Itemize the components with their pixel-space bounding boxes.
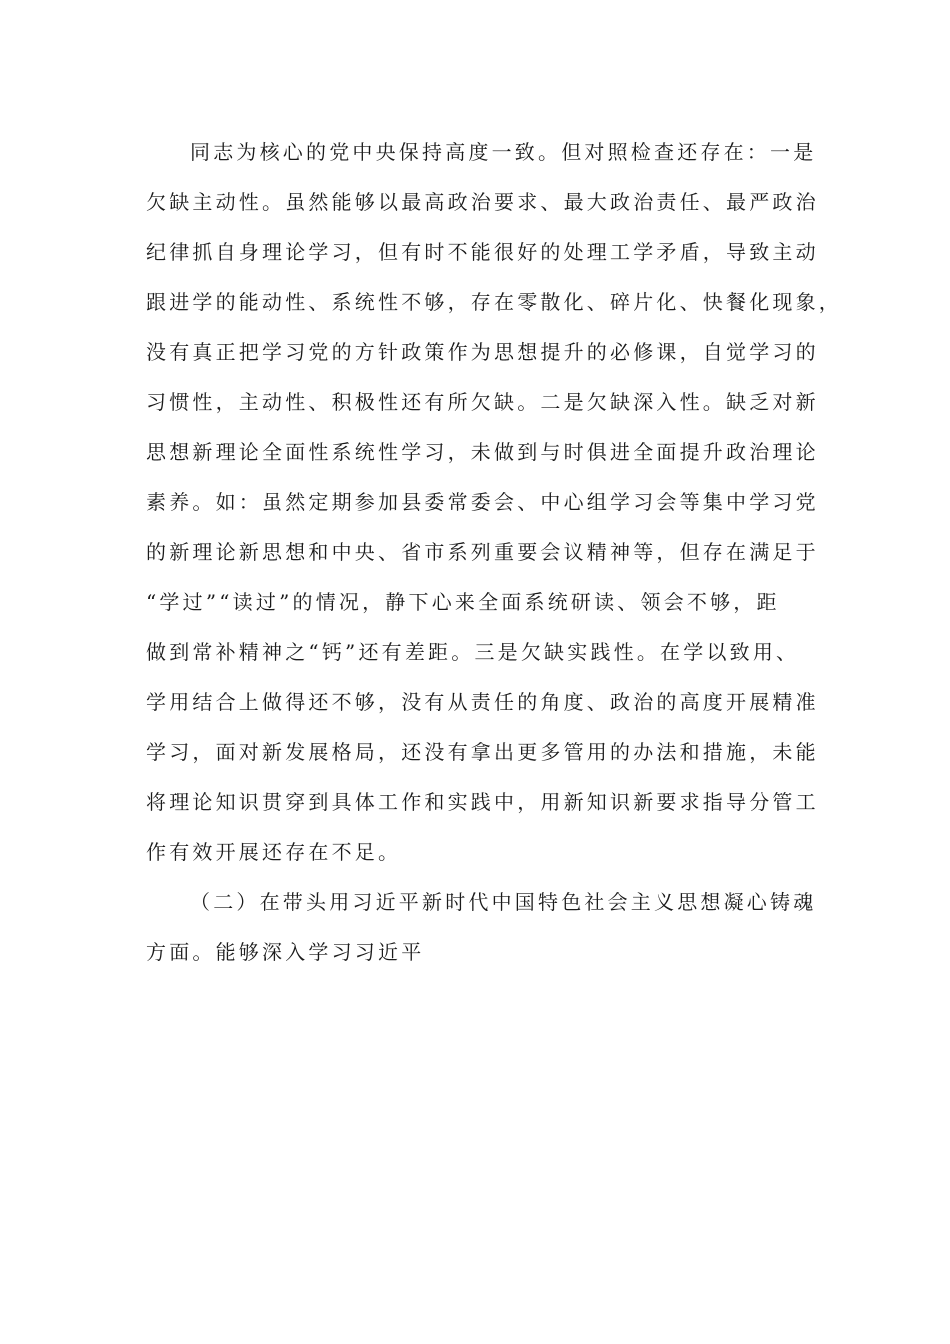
text-line: 跟进学的能动性、系统性不够，存在零散化、碎片化、快餐化现象， — [146, 290, 842, 314]
text-line: 作有效开展还存在不足。 — [146, 840, 402, 864]
text-line: 学用结合上做得还不够，没有从责任的角度、政治的高度开展精准 — [146, 690, 819, 714]
text-line: 思想新理论全面性系统性学习，未做到与时俱进全面提升政治理论 — [146, 440, 819, 464]
text-line: 学习，面对新发展格局，还没有拿出更多管用的办法和措施，未能 — [146, 740, 819, 764]
text-line: 素养。如：虽然定期参加县委常委会、中心组学习会等集中学习党 — [146, 490, 819, 514]
section-heading-line: （二）在带头用习近平新时代中国特色社会主义思想凝心铸魂 — [190, 890, 817, 914]
text-line: 欠缺主动性。虽然能够以最高政治要求、最大政治责任、最严政治 — [146, 190, 819, 214]
text-line: 方面。能够深入学习习近平 — [146, 940, 425, 964]
text-line: 做到常补精神之“钙”还有差距。三是欠缺实践性。在学以致用、 — [146, 640, 800, 664]
text-line: 习惯性，主动性、积极性还有所欠缺。二是欠缺深入性。缺乏对新 — [146, 390, 819, 414]
text-line: 纪律抓自身理论学习，但有时不能很好的处理工学矛盾，导致主动 — [146, 240, 819, 264]
text-line: 同志为核心的党中央保持高度一致。但对照检查还存在：一是 — [190, 140, 817, 164]
text-line: 的新理论新思想和中央、省市系列重要会议精神等，但存在满足于 — [146, 540, 819, 564]
text-line: “学过”“读过”的情况，静下心来全面系统研读、领会不够，距 — [146, 590, 780, 614]
text-line: 没有真正把学习党的方针政策作为思想提升的必修课，自觉学习的 — [146, 340, 819, 364]
text-line: 将理论知识贯穿到具体工作和实践中，用新知识新要求指导分管工 — [146, 790, 819, 814]
